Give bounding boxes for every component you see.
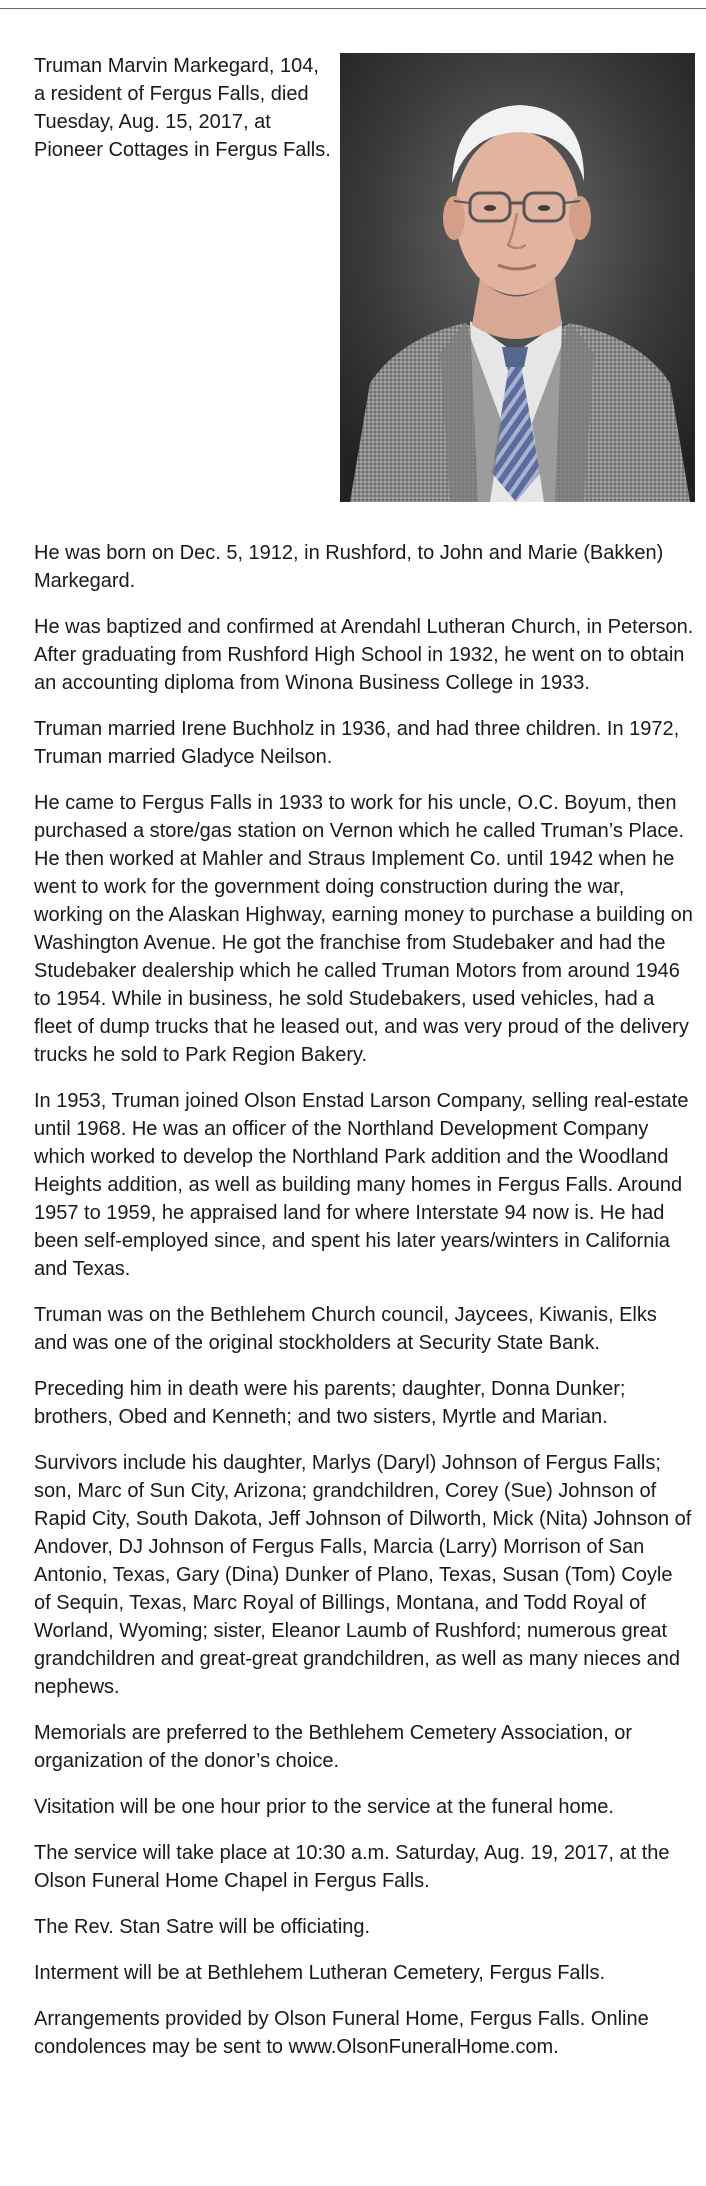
top-divider [0,8,706,9]
paragraph-visitation: Visitation will be one hour prior to the service at the funeral home. [34,1796,614,1818]
paragraph-marriage: Truman married Irene Buchholz in 1936, and had three children. In 1972, Truman married Gladyce Neilson. [34,718,680,768]
portrait-photo [340,53,695,502]
paragraph-career: He came to Fergus Falls in 1933 to work for his uncle, O.C. Boyum, then purchased a store/gas station on Vernon which he called Truman’s Place. He then worked at Mahler and Straus Implement Co. until 1942 when he went to work for the government doing construction during the war, working on the Alaskan Highway, earning money to purchase a building on Washington Avenue. He got the franchise from Studebaker and had the Studebaker dealership which he called Truman Motors from around 1946 to 1954. While in business, he sold Studebakers, used vehicles, had a fleet of dump trucks that he leased out, and was very proud of the delivery trucks he sold to Park Region Bakery. [34,792,693,1066]
obituary-intro: Truman Marvin Markegard, 104, a resident of Fergus Falls, died Tuesday, Aug. 15, 2017, at Pioneer Cottages in Fergus Falls. [34,55,331,161]
paragraph-interment: Interment will be at Bethlehem Lutheran Cemetery, Fergus Falls. [34,1962,605,1984]
paragraph-survivors: Survivors include his daughter, Marlys (Daryl) Johnson of Fergus Falls; son, Marc of Sun City, Arizona; grandchildren, Corey (Sue) Johnson of Rapid City, South Dakota, Jeff Johnson of Dilworth, Mick (Nita) Johnson of Andover, DJ Johnson of Fergus Falls, Marcia (Larry) Morrison of San Antonio, Texas, Gary (Dina) Dunker of Plano, Texas, Susan (Tom) Coyle of Sequin, Texas, Marc Royal of Billings, Montana, and Todd Royal of Worland, Wyoming; sister, Eleanor Laumb of Rushford; numerous great grandchildren and great-great grandchildren, as well as many nieces and nephews. [34,1452,692,1698]
paragraph-arrangements: Arrangements provided by Olson Funeral Home, Fergus Falls. Online condolences may be sent to www.OlsonFuneralHome.com. [34,2008,649,2058]
paragraph-memorials: Memorials are preferred to the Bethlehem Cemetery Association, or organization of the donor’s choice. [34,1722,633,1772]
portrait-illustration [340,53,695,502]
paragraph-officiant: The Rev. Stan Satre will be officiating. [34,1916,371,1938]
paragraph-education: He was baptized and confirmed at Arendahl Lutheran Church, in Peterson. After graduating from Rushford High School in 1932, he went on to obtain an accounting diploma from Winona Business College in 1933. [34,616,694,694]
paragraph-birth: He was born on Dec. 5, 1912, in Rushford, to John and Marie (Bakken) Markegard. [34,542,664,592]
paragraph-service: The service will take place at 10:30 a.m. Saturday, Aug. 19, 2017, at the Olson Funeral Home Chapel in Fergus Falls. [34,1842,670,1892]
paragraph-preceded: Preceding him in death were his parents; daughter, Donna Dunker; brothers, Obed and Kenneth; and two sisters, Myrtle and Marian. [34,1378,626,1428]
paragraph-community: Truman was on the Bethlehem Church council, Jaycees, Kiwanis, Elks and was one of the original stockholders at Security State Bank. [34,1304,657,1354]
paragraph-real-estate: In 1953, Truman joined Olson Enstad Larson Company, selling real-estate until 1968. He was an officer of the Northland Development Company which worked to develop the Northland Park addition and the Woodland Heights addition, as well as building many homes in Fergus Falls. Around 1957 to 1959, he appraised land for where Interstate 94 now is. He had been self-employed since, and spent his later years/winters in California and Texas. [34,1090,689,1280]
obituary-body [34,539,694,2079]
